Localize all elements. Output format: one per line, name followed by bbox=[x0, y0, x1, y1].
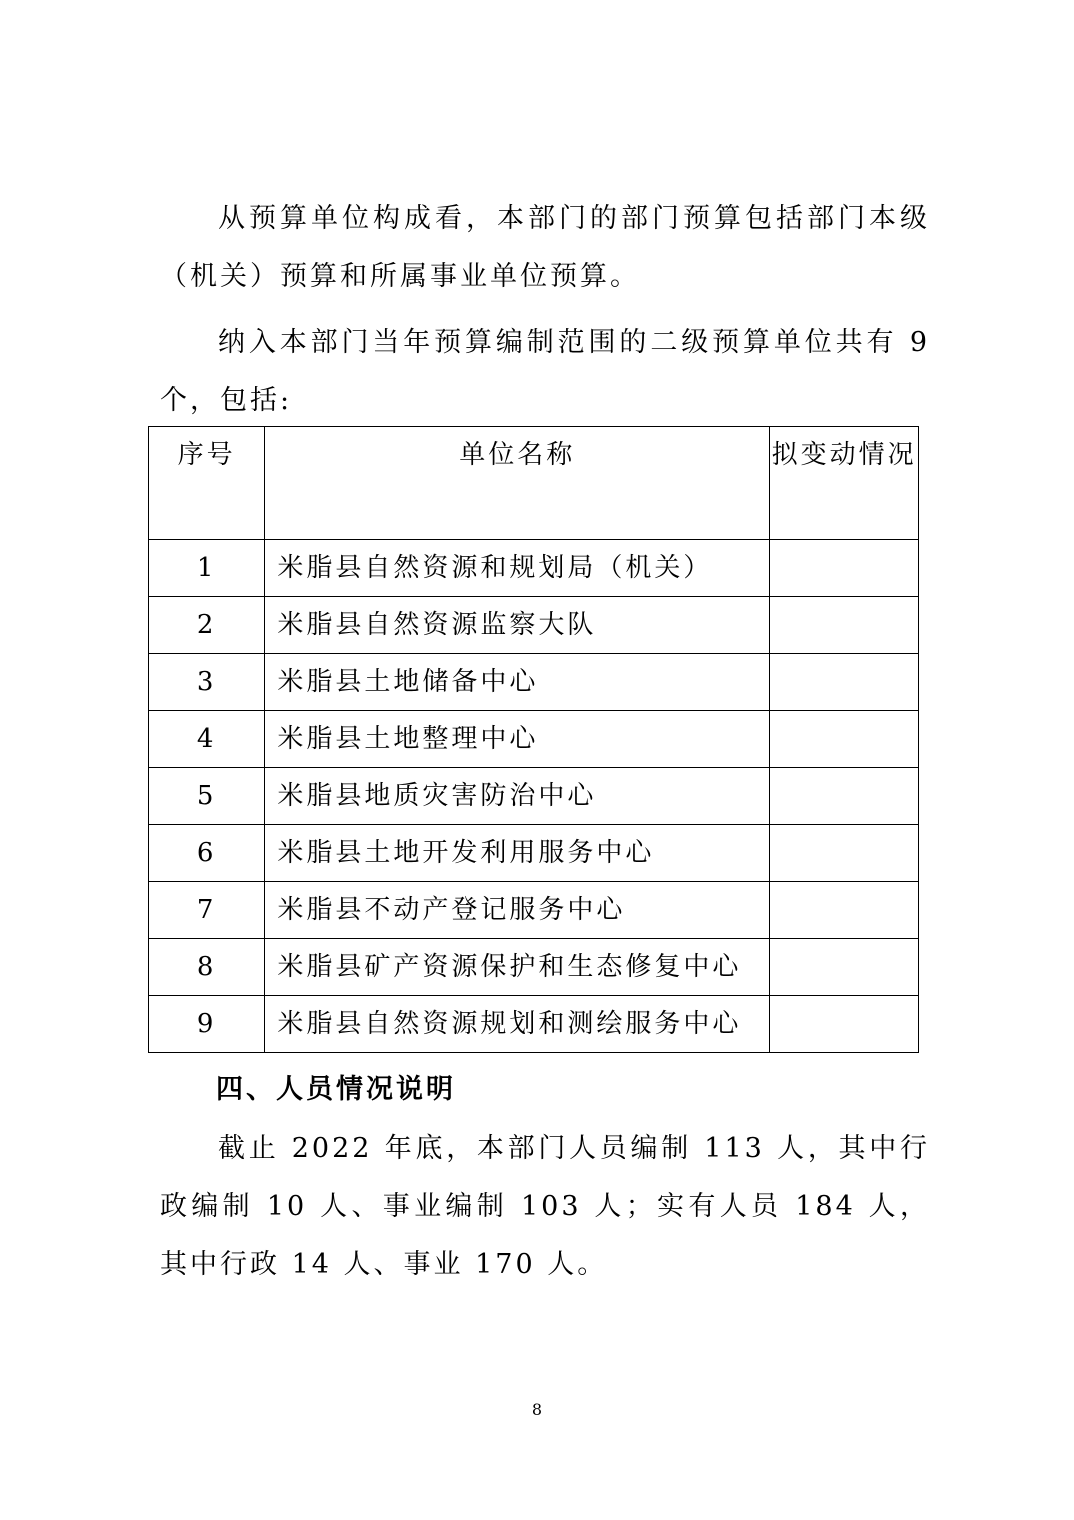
table-row bbox=[149, 654, 919, 711]
table-header-row bbox=[149, 427, 919, 540]
paragraph-staffing-details: 截止 2022 年底，本部门人员编制 113 人，其中行政编制 10 人、事业编制 103 人；实有人员 184 人，其中行政 14 人、事业 170 人。 bbox=[160, 1133, 930, 1280]
paragraph-budget-composition: 从预算单位构成看，本部门的部门预算包括部门本级（机关）预算和所属事业单位预算。 bbox=[160, 203, 930, 292]
header-unit-name: 单位名称 bbox=[265, 427, 770, 540]
row-unit-name: 米脂县自然资源监察大队 bbox=[265, 597, 770, 654]
table-row bbox=[149, 540, 919, 597]
section-heading-staffing: 四、人员情况说明 bbox=[216, 1074, 456, 1105]
row-serial-number: 7 bbox=[149, 882, 265, 939]
row-planned-change bbox=[770, 768, 919, 825]
table-row bbox=[149, 825, 919, 882]
row-unit-name: 米脂县土地开发利用服务中心 bbox=[265, 825, 770, 882]
row-planned-change bbox=[770, 540, 919, 597]
row-serial-number: 6 bbox=[149, 825, 265, 882]
row-unit-name: 米脂县自然资源规划和测绘服务中心 bbox=[265, 996, 770, 1053]
table-row bbox=[149, 768, 919, 825]
row-serial-number: 1 bbox=[149, 540, 265, 597]
row-planned-change bbox=[770, 996, 919, 1053]
row-serial-number: 9 bbox=[149, 996, 265, 1053]
row-unit-name: 米脂县土地储备中心 bbox=[265, 654, 770, 711]
row-unit-name: 米脂县地质灾害防治中心 bbox=[265, 768, 770, 825]
row-unit-name: 米脂县不动产登记服务中心 bbox=[265, 882, 770, 939]
header-serial-number: 序号 bbox=[149, 427, 265, 540]
row-serial-number: 8 bbox=[149, 939, 265, 996]
row-serial-number: 2 bbox=[149, 597, 265, 654]
row-planned-change bbox=[770, 882, 919, 939]
row-serial-number: 4 bbox=[149, 711, 265, 768]
row-serial-number: 5 bbox=[149, 768, 265, 825]
row-unit-name: 米脂县矿产资源保护和生态修复中心 bbox=[265, 939, 770, 996]
page-number: 8 bbox=[531, 1400, 543, 1419]
row-planned-change bbox=[770, 825, 919, 882]
table-row bbox=[149, 711, 919, 768]
row-planned-change bbox=[770, 711, 919, 768]
row-serial-number: 3 bbox=[149, 654, 265, 711]
row-unit-name: 米脂县土地整理中心 bbox=[265, 711, 770, 768]
table-row bbox=[149, 939, 919, 996]
row-unit-name: 米脂县自然资源和规划局（机关） bbox=[265, 540, 770, 597]
row-planned-change bbox=[770, 597, 919, 654]
row-planned-change bbox=[770, 654, 919, 711]
budget-units-table bbox=[148, 426, 919, 1053]
table-row bbox=[149, 996, 919, 1053]
row-planned-change bbox=[770, 939, 919, 996]
table-row bbox=[149, 597, 919, 654]
table-row bbox=[149, 882, 919, 939]
paragraph-secondary-units: 纳入本部门当年预算编制范围的二级预算单位共有 9 个，包括: bbox=[160, 327, 930, 416]
header-planned-change: 拟变动情况 bbox=[770, 427, 919, 540]
